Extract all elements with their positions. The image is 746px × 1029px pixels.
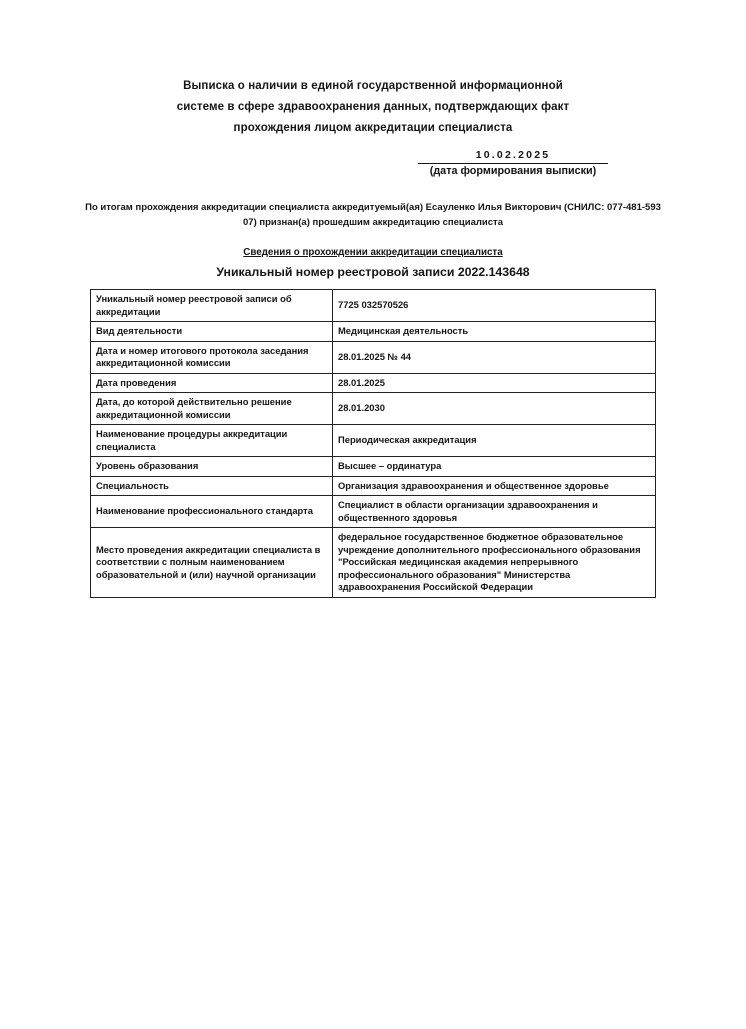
table-row xyxy=(91,476,656,496)
table-row-label: Дата и номер итогового протокола заседания аккредитационной комиссии xyxy=(91,341,333,373)
table-row xyxy=(91,425,656,457)
table-row xyxy=(91,393,656,425)
document-title xyxy=(0,0,746,139)
document-title-line-1: Выписка о наличии в единой государственной информационной xyxy=(183,80,563,92)
table-row-label: Наименование профессионального стандарта xyxy=(91,496,333,528)
table-row-value: Высшее – ординатура xyxy=(333,457,656,477)
table-row-value: Периодическая аккредитация xyxy=(333,425,656,457)
accreditation-table xyxy=(90,289,656,598)
table-row-value: 28.01.2030 xyxy=(333,393,656,425)
table-row-value: 7725 032570526 xyxy=(333,290,656,322)
table-row xyxy=(91,290,656,322)
table-row-label: Уникальный номер реестровой записи об аккредитации xyxy=(91,290,333,322)
document-title-line-3: прохождения лицом аккредитации специалиста xyxy=(233,122,513,134)
accreditation-table-body xyxy=(91,290,656,598)
table-row-value: 28.01.2025 xyxy=(333,373,656,393)
table-row xyxy=(91,496,656,528)
table-row-value: 28.01.2025 № 44 xyxy=(333,341,656,373)
table-row xyxy=(91,457,656,477)
section-heading: Сведения о прохождении аккредитации специалиста xyxy=(243,247,503,258)
table-row-label: Место проведения аккредитации специалиста в соответствии с полным наименованием образовательной и (или) научной организации xyxy=(91,528,333,598)
table-row-value: Специалист в области организации здравоохранения и общественного здоровья xyxy=(333,496,656,528)
table-row-label: Дата проведения xyxy=(91,373,333,393)
registry-heading: Уникальный номер реестровой записи 2022.143648 xyxy=(216,265,530,279)
table-row-label: Вид деятельности xyxy=(91,322,333,342)
table-row-label: Уровень образования xyxy=(91,457,333,477)
document-title-line-2: системе в сфере здравоохранения данных, подтверждающих факт xyxy=(176,101,570,113)
table-row xyxy=(91,341,656,373)
table-row-label: Специальность xyxy=(91,476,333,496)
table-row xyxy=(91,322,656,342)
table-row-value: Медицинская деятельность xyxy=(333,322,656,342)
table-row xyxy=(91,373,656,393)
table-row-label: Наименование процедуры аккредитации специалиста xyxy=(91,425,333,457)
formation-date: 10.02.2025 xyxy=(418,148,608,164)
table-row-label: Дата, до которой действительно решение аккредитационной комиссии xyxy=(91,393,333,425)
table-row-value: федеральное государственное бюджетное образовательное учреждение дополнительного профессионального образования "Российская медицинская академия непрерывного профессионального образования" Министерства здравоохранения Российской Федерации xyxy=(333,528,656,598)
table-row xyxy=(91,528,656,598)
formation-date-block xyxy=(418,148,608,178)
intro-paragraph: По итогам прохождения аккредитации специалиста аккредитуемый(ая) Есауленко Илья Викторович (СНИЛС: 077-481-593 07) признан(а) прошедшим аккредитацию специалиста xyxy=(85,202,661,228)
formation-date-caption: (дата формирования выписки) xyxy=(429,165,597,177)
table-row-value: Организация здравоохранения и общественное здоровье xyxy=(333,476,656,496)
